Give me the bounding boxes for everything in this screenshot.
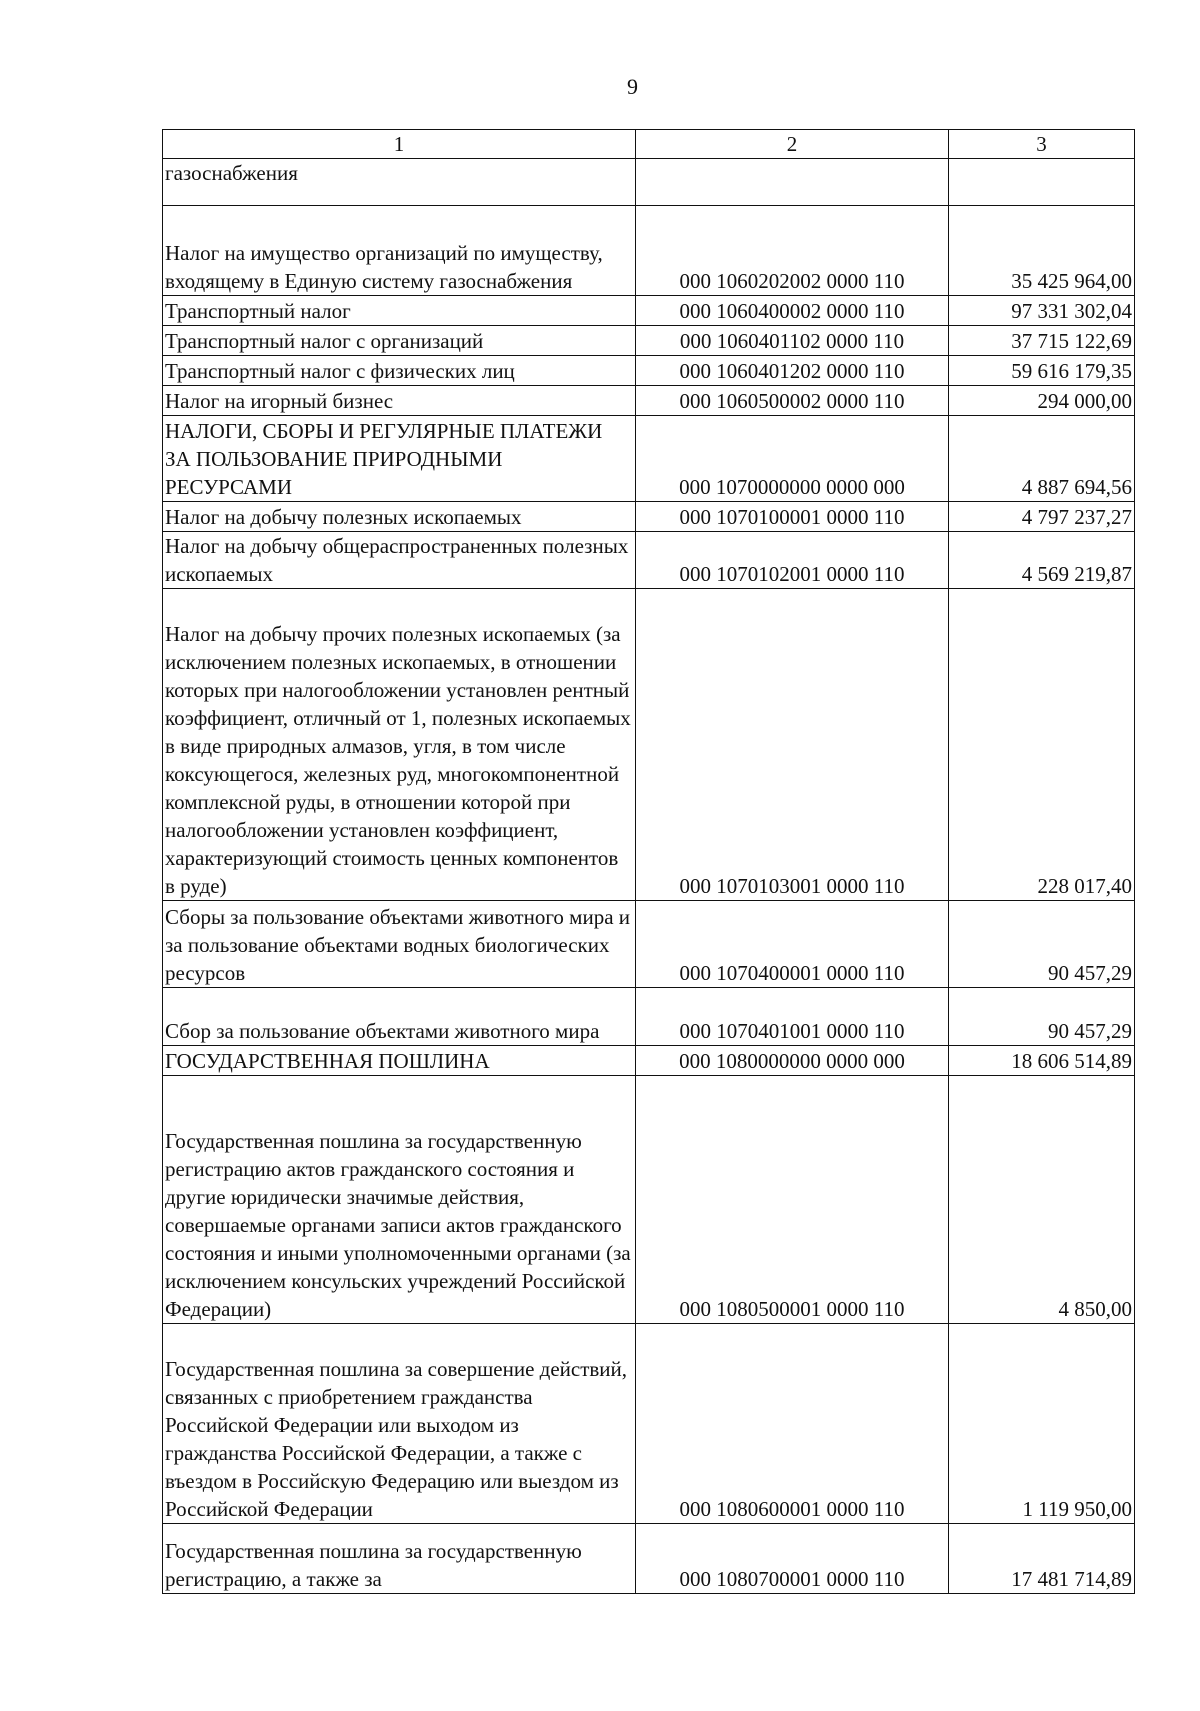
row-name: Налог на добычу прочих полезных ископаемых (за исключением полезных ископаемых, в отношении которых при налогообложении установлен рентный коэффициент, отличный от 1, полезных ископаемых в виде природных алмазов, угля, в том числе коксующегося, железных руд, многокомпонентной комплексной руды, в отношении которой при налогообложении установлен коэффициент, характеризующий стоимость ценных компонентов в руде) — [163, 589, 636, 901]
row-code: 000 1060400002 0000 110 — [636, 296, 949, 326]
row-name: Государственная пошлина за государственную регистрацию, а также за — [163, 1524, 636, 1594]
table-row — [163, 1324, 1135, 1524]
table-row — [163, 159, 1135, 206]
table-row — [163, 386, 1135, 416]
row-name: газоснабжения — [163, 159, 636, 206]
row-name: Налог на добычу полезных ископаемых — [163, 502, 636, 532]
row-amount: 228 017,40 — [949, 589, 1135, 901]
table-row — [163, 988, 1135, 1046]
row-amount: 4 887 694,56 — [949, 416, 1135, 502]
row-amount: 4 850,00 — [949, 1076, 1135, 1324]
row-amount: 35 425 964,00 — [949, 206, 1135, 296]
table-row — [163, 1046, 1135, 1076]
row-code: 000 1080000000 0000 000 — [636, 1046, 949, 1076]
table-row — [163, 416, 1135, 502]
row-amount — [949, 159, 1135, 206]
table-row — [163, 901, 1135, 988]
row-name: Транспортный налог — [163, 296, 636, 326]
row-code — [636, 159, 949, 206]
table-row — [163, 1524, 1135, 1594]
row-code: 000 1070102001 0000 110 — [636, 532, 949, 589]
row-code: 000 1070401001 0000 110 — [636, 988, 949, 1046]
table-row — [163, 356, 1135, 386]
row-amount: 90 457,29 — [949, 988, 1135, 1046]
row-name: Транспортный налог с организаций — [163, 326, 636, 356]
table-row — [163, 206, 1135, 296]
revenue-table — [162, 129, 1135, 1594]
row-amount: 17 481 714,89 — [949, 1524, 1135, 1594]
row-code: 000 1080700001 0000 110 — [636, 1524, 949, 1594]
row-name: Сбор за пользование объектами животного мира — [163, 988, 636, 1046]
row-name: Транспортный налог с физических лиц — [163, 356, 636, 386]
row-amount: 59 616 179,35 — [949, 356, 1135, 386]
row-amount: 4 569 219,87 — [949, 532, 1135, 589]
row-name: Налог на игорный бизнес — [163, 386, 636, 416]
row-code: 000 1070103001 0000 110 — [636, 589, 949, 901]
row-code: 000 1060202002 0000 110 — [636, 206, 949, 296]
row-name: Сборы за пользование объектами животного мира и за пользование объектами водных биологических ресурсов — [163, 901, 636, 988]
table-row — [163, 326, 1135, 356]
row-amount: 18 606 514,89 — [949, 1046, 1135, 1076]
table-header-row — [163, 130, 1135, 159]
row-code: 000 1080500001 0000 110 — [636, 1076, 949, 1324]
row-code: 000 1060500002 0000 110 — [636, 386, 949, 416]
table-row — [163, 502, 1135, 532]
row-amount: 1 119 950,00 — [949, 1324, 1135, 1524]
row-code: 000 1060401102 0000 110 — [636, 326, 949, 356]
row-name: НАЛОГИ, СБОРЫ И РЕГУЛЯРНЫЕ ПЛАТЕЖИ ЗА ПОЛЬЗОВАНИЕ ПРИРОДНЫМИ РЕСУРСАМИ — [163, 416, 636, 502]
row-name: ГОСУДАРСТВЕННАЯ ПОШЛИНА — [163, 1046, 636, 1076]
table-row — [163, 589, 1135, 901]
table-row — [163, 296, 1135, 326]
row-amount: 97 331 302,04 — [949, 296, 1135, 326]
row-amount: 90 457,29 — [949, 901, 1135, 988]
column-header-1: 1 — [163, 130, 636, 159]
row-name: Налог на добычу общераспространенных полезных ископаемых — [163, 532, 636, 589]
row-code: 000 1070400001 0000 110 — [636, 901, 949, 988]
table-row — [163, 532, 1135, 589]
row-name: Государственная пошлина за государственную регистрацию актов гражданского состояния и другие юридически значимые действия, совершаемые органами записи актов гражданского состояния и иными уполномоченными органами (за исключением консульских учреждений Российской Федерации) — [163, 1076, 636, 1324]
column-header-2: 2 — [636, 130, 949, 159]
row-code: 000 1060401202 0000 110 — [636, 356, 949, 386]
row-code: 000 1070000000 0000 000 — [636, 416, 949, 502]
row-name: Налог на имущество организаций по имуществу, входящему в Единую систему газоснабжения — [163, 206, 636, 296]
row-amount: 294 000,00 — [949, 386, 1135, 416]
row-code: 000 1070100001 0000 110 — [636, 502, 949, 532]
page-number: 9 — [627, 74, 638, 99]
row-code: 000 1080600001 0000 110 — [636, 1324, 949, 1524]
table-row — [163, 1076, 1135, 1324]
row-name: Государственная пошлина за совершение действий, связанных с приобретением гражданства Российской Федерации или выходом из гражданства Российской Федерации, а также с въездом в Российскую Федерацию или выездом из Российской Федерации — [163, 1324, 636, 1524]
column-header-3: 3 — [949, 130, 1135, 159]
row-amount: 4 797 237,27 — [949, 502, 1135, 532]
row-amount: 37 715 122,69 — [949, 326, 1135, 356]
